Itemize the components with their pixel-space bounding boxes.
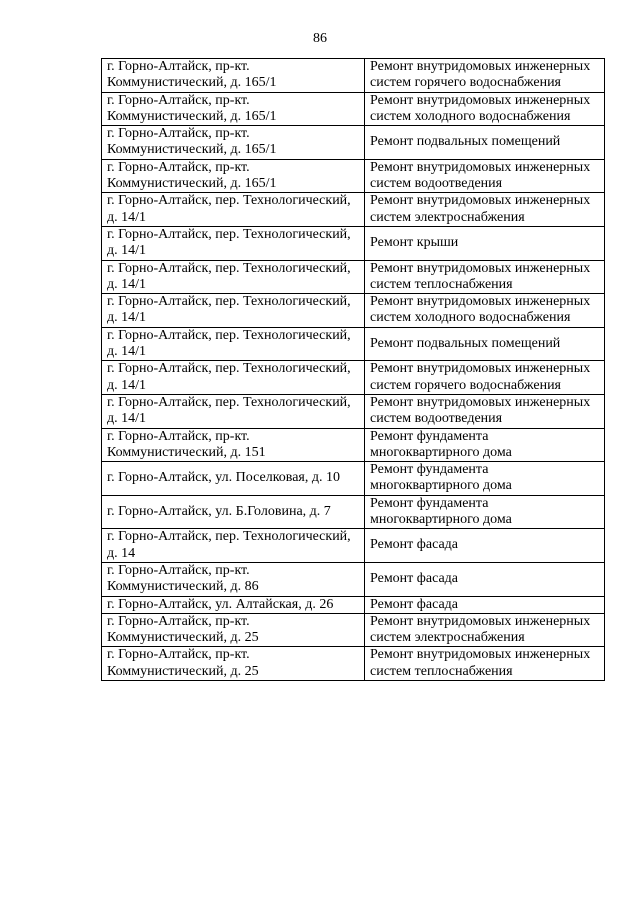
- address-cell: г. Горно-Алтайск, пер. Технологический, д. 14/1: [102, 327, 365, 361]
- work-type-cell: Ремонт фасада: [365, 562, 605, 596]
- address-cell: г. Горно-Алтайск, пер. Технологический, д. 14/1: [102, 226, 365, 260]
- table-row: [102, 193, 605, 227]
- address-cell: г. Горно-Алтайск, пр-кт. Коммунистический, д. 165/1: [102, 159, 365, 193]
- work-type-cell: Ремонт фасада: [365, 596, 605, 613]
- table-row: [102, 159, 605, 193]
- address-cell: г. Горно-Алтайск, пр-кт. Коммунистический, д. 165/1: [102, 92, 365, 126]
- table-row: [102, 428, 605, 462]
- work-type-cell: Ремонт фундамента многоквартирного дома: [365, 462, 605, 496]
- table-row: [102, 529, 605, 563]
- work-type-cell: Ремонт фундамента многоквартирного дома: [365, 428, 605, 462]
- page-number: 86: [313, 31, 327, 46]
- work-type-cell: Ремонт внутридомовых инженерных систем электроснабжения: [365, 193, 605, 227]
- address-cell: г. Горно-Алтайск, пер. Технологический, д. 14/1: [102, 394, 365, 428]
- address-cell: г. Горно-Алтайск, пер. Технологический, д. 14/1: [102, 361, 365, 395]
- address-cell: г. Горно-Алтайск, ул. Поселковая, д. 10: [102, 462, 365, 496]
- table-body: [102, 59, 605, 681]
- table-row: [102, 647, 605, 681]
- table-row: [102, 294, 605, 328]
- table-row: [102, 59, 605, 93]
- table-row: [102, 226, 605, 260]
- table-row: [102, 92, 605, 126]
- work-type-cell: Ремонт подвальных помещений: [365, 327, 605, 361]
- address-cell: г. Горно-Алтайск, пр-кт. Коммунистический, д. 86: [102, 562, 365, 596]
- table-row: [102, 613, 605, 647]
- work-type-cell: Ремонт внутридомовых инженерных систем горячего водоснабжения: [365, 59, 605, 93]
- table-row: [102, 562, 605, 596]
- address-cell: г. Горно-Алтайск, пр-кт. Коммунистический, д. 151: [102, 428, 365, 462]
- address-cell: г. Горно-Алтайск, пр-кт. Коммунистический, д. 165/1: [102, 59, 365, 93]
- work-type-cell: Ремонт внутридомовых инженерных систем теплоснабжения: [365, 647, 605, 681]
- address-cell: г. Горно-Алтайск, ул. Алтайская, д. 26: [102, 596, 365, 613]
- address-cell: г. Горно-Алтайск, пр-кт. Коммунистический, д. 165/1: [102, 126, 365, 160]
- table-row: [102, 126, 605, 160]
- address-cell: г. Горно-Алтайск, ул. Б.Головина, д. 7: [102, 495, 365, 529]
- table-row: [102, 327, 605, 361]
- table-row: [102, 394, 605, 428]
- address-cell: г. Горно-Алтайск, пер. Технологический, д. 14/1: [102, 193, 365, 227]
- work-type-cell: Ремонт фасада: [365, 529, 605, 563]
- work-type-cell: Ремонт крыши: [365, 226, 605, 260]
- work-type-cell: Ремонт внутридомовых инженерных систем электроснабжения: [365, 613, 605, 647]
- table-row: [102, 260, 605, 294]
- work-type-cell: Ремонт внутридомовых инженерных систем водоотведения: [365, 159, 605, 193]
- address-cell: г. Горно-Алтайск, пр-кт. Коммунистический, д. 25: [102, 613, 365, 647]
- table-row: [102, 462, 605, 496]
- work-type-cell: Ремонт внутридомовых инженерных систем холодного водоснабжения: [365, 92, 605, 126]
- address-cell: г. Горно-Алтайск, пер. Технологический, д. 14: [102, 529, 365, 563]
- work-type-cell: Ремонт внутридомовых инженерных систем водоотведения: [365, 394, 605, 428]
- work-type-cell: Ремонт внутридомовых инженерных систем теплоснабжения: [365, 260, 605, 294]
- table-row: [102, 495, 605, 529]
- work-type-cell: Ремонт внутридомовых инженерных систем горячего водоснабжения: [365, 361, 605, 395]
- repair-works-table: [101, 58, 605, 681]
- work-type-cell: Ремонт фундамента многоквартирного дома: [365, 495, 605, 529]
- address-cell: г. Горно-Алтайск, пер. Технологический, д. 14/1: [102, 260, 365, 294]
- table-row: [102, 361, 605, 395]
- address-cell: г. Горно-Алтайск, пр-кт. Коммунистический, д. 25: [102, 647, 365, 681]
- table-row: [102, 596, 605, 613]
- work-type-cell: Ремонт подвальных помещений: [365, 126, 605, 160]
- work-type-cell: Ремонт внутридомовых инженерных систем холодного водоснабжения: [365, 294, 605, 328]
- address-cell: г. Горно-Алтайск, пер. Технологический, д. 14/1: [102, 294, 365, 328]
